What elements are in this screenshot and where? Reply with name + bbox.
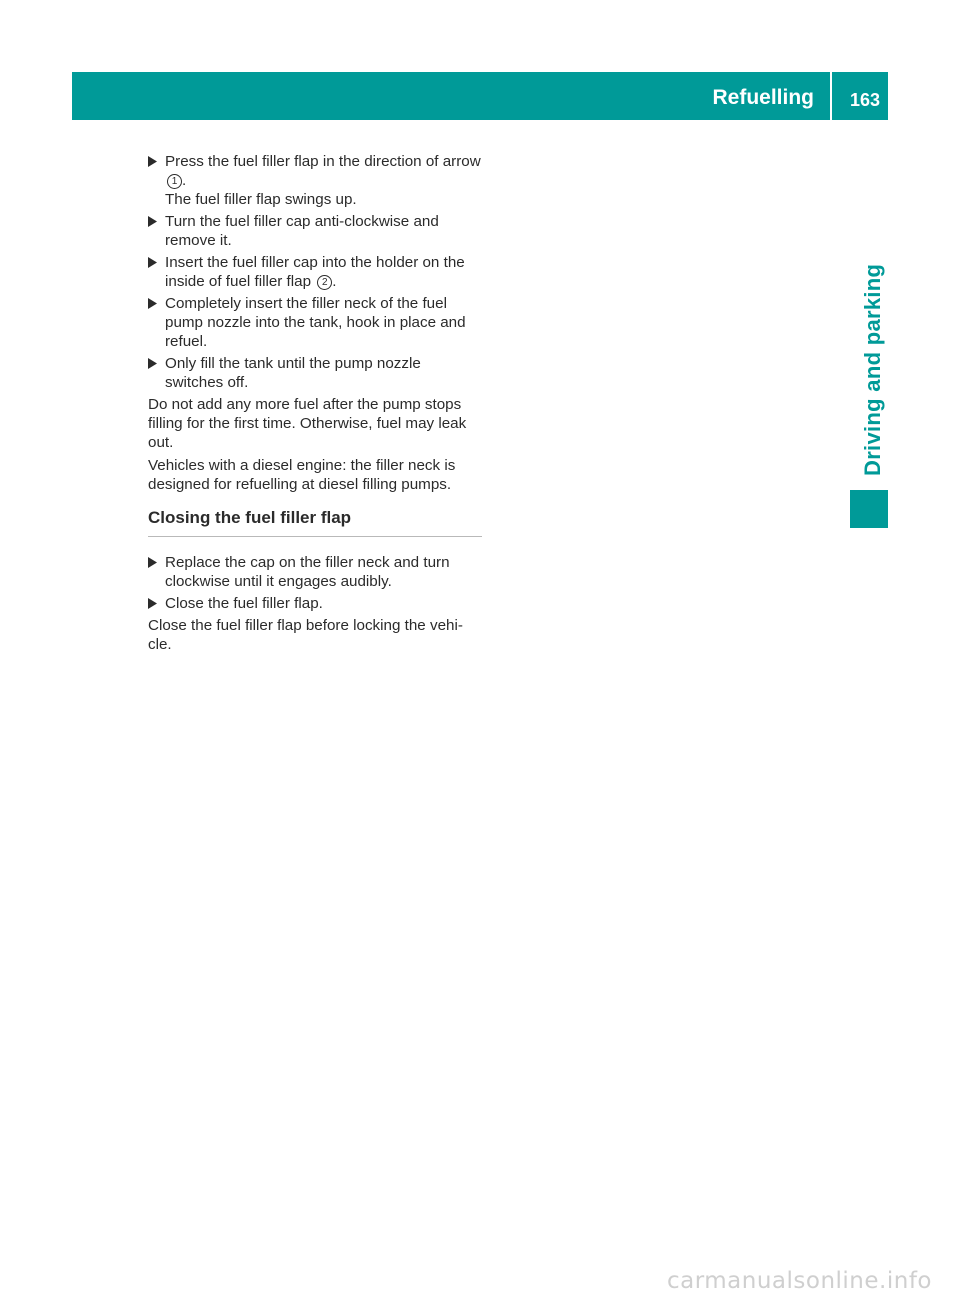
step-result: The fuel filler flap swings up. bbox=[165, 191, 357, 208]
watermark: carmanualsonline.info bbox=[666, 1268, 932, 1294]
main-content bbox=[148, 152, 482, 658]
step-arrow-icon bbox=[148, 253, 160, 272]
step-text: Close the fuel filler flap. bbox=[165, 595, 323, 612]
body-paragraph: Do not add any more fuel after the pump stops filling for the first time. Otherwise, fuel may leak out. bbox=[148, 396, 467, 451]
instruction-step bbox=[148, 553, 482, 591]
callout-2-icon: 2 bbox=[317, 275, 332, 290]
page-header-bar bbox=[72, 72, 888, 120]
step-text: Press the fuel filler flap in the direction of arrow bbox=[165, 153, 481, 170]
step-text: Turn the fuel filler cap anti-clockwise and remove it. bbox=[165, 213, 439, 249]
page-number: 163 bbox=[849, 90, 880, 110]
instruction-step bbox=[148, 594, 482, 613]
instruction-step bbox=[148, 253, 482, 291]
instruction-step bbox=[148, 212, 482, 250]
step-arrow-icon bbox=[148, 354, 160, 373]
step-arrow-icon bbox=[148, 212, 160, 231]
step-arrow-icon bbox=[148, 553, 160, 572]
step-arrow-icon bbox=[148, 594, 160, 613]
instruction-step bbox=[148, 354, 482, 392]
instruction-step bbox=[148, 294, 482, 351]
step-arrow-icon bbox=[148, 152, 160, 171]
side-tab-label: Driving and parking bbox=[860, 263, 885, 476]
section-heading: Closing the fuel filler flap bbox=[148, 507, 482, 537]
note-paragraph: Close the fuel filler flap before locking the vehi-cle. bbox=[148, 617, 463, 653]
header-divider bbox=[830, 72, 832, 120]
section-title: Refuelling bbox=[712, 86, 814, 109]
step-text: Completely insert the filler neck of the fuel pump nozzle into the tank, hook in place and refuel. bbox=[165, 295, 466, 350]
callout-1-icon: 1 bbox=[167, 174, 182, 189]
side-tab-marker bbox=[850, 490, 888, 528]
step-text: Insert the fuel filler cap into the holder on the inside of fuel filler flap bbox=[165, 254, 465, 290]
step-text-end: . bbox=[332, 273, 337, 290]
instruction-step bbox=[148, 152, 482, 209]
step-arrow-icon bbox=[148, 294, 160, 313]
body-paragraph: Vehicles with a diesel engine: the filler neck is designed for refuelling at diesel filling pumps. bbox=[148, 457, 456, 493]
step-text: Replace the cap on the filler neck and turn clockwise until it engages audibly. bbox=[165, 554, 450, 590]
step-text: Only fill the tank until the pump nozzle switches off. bbox=[165, 355, 421, 391]
step-text-end: . bbox=[182, 172, 187, 189]
